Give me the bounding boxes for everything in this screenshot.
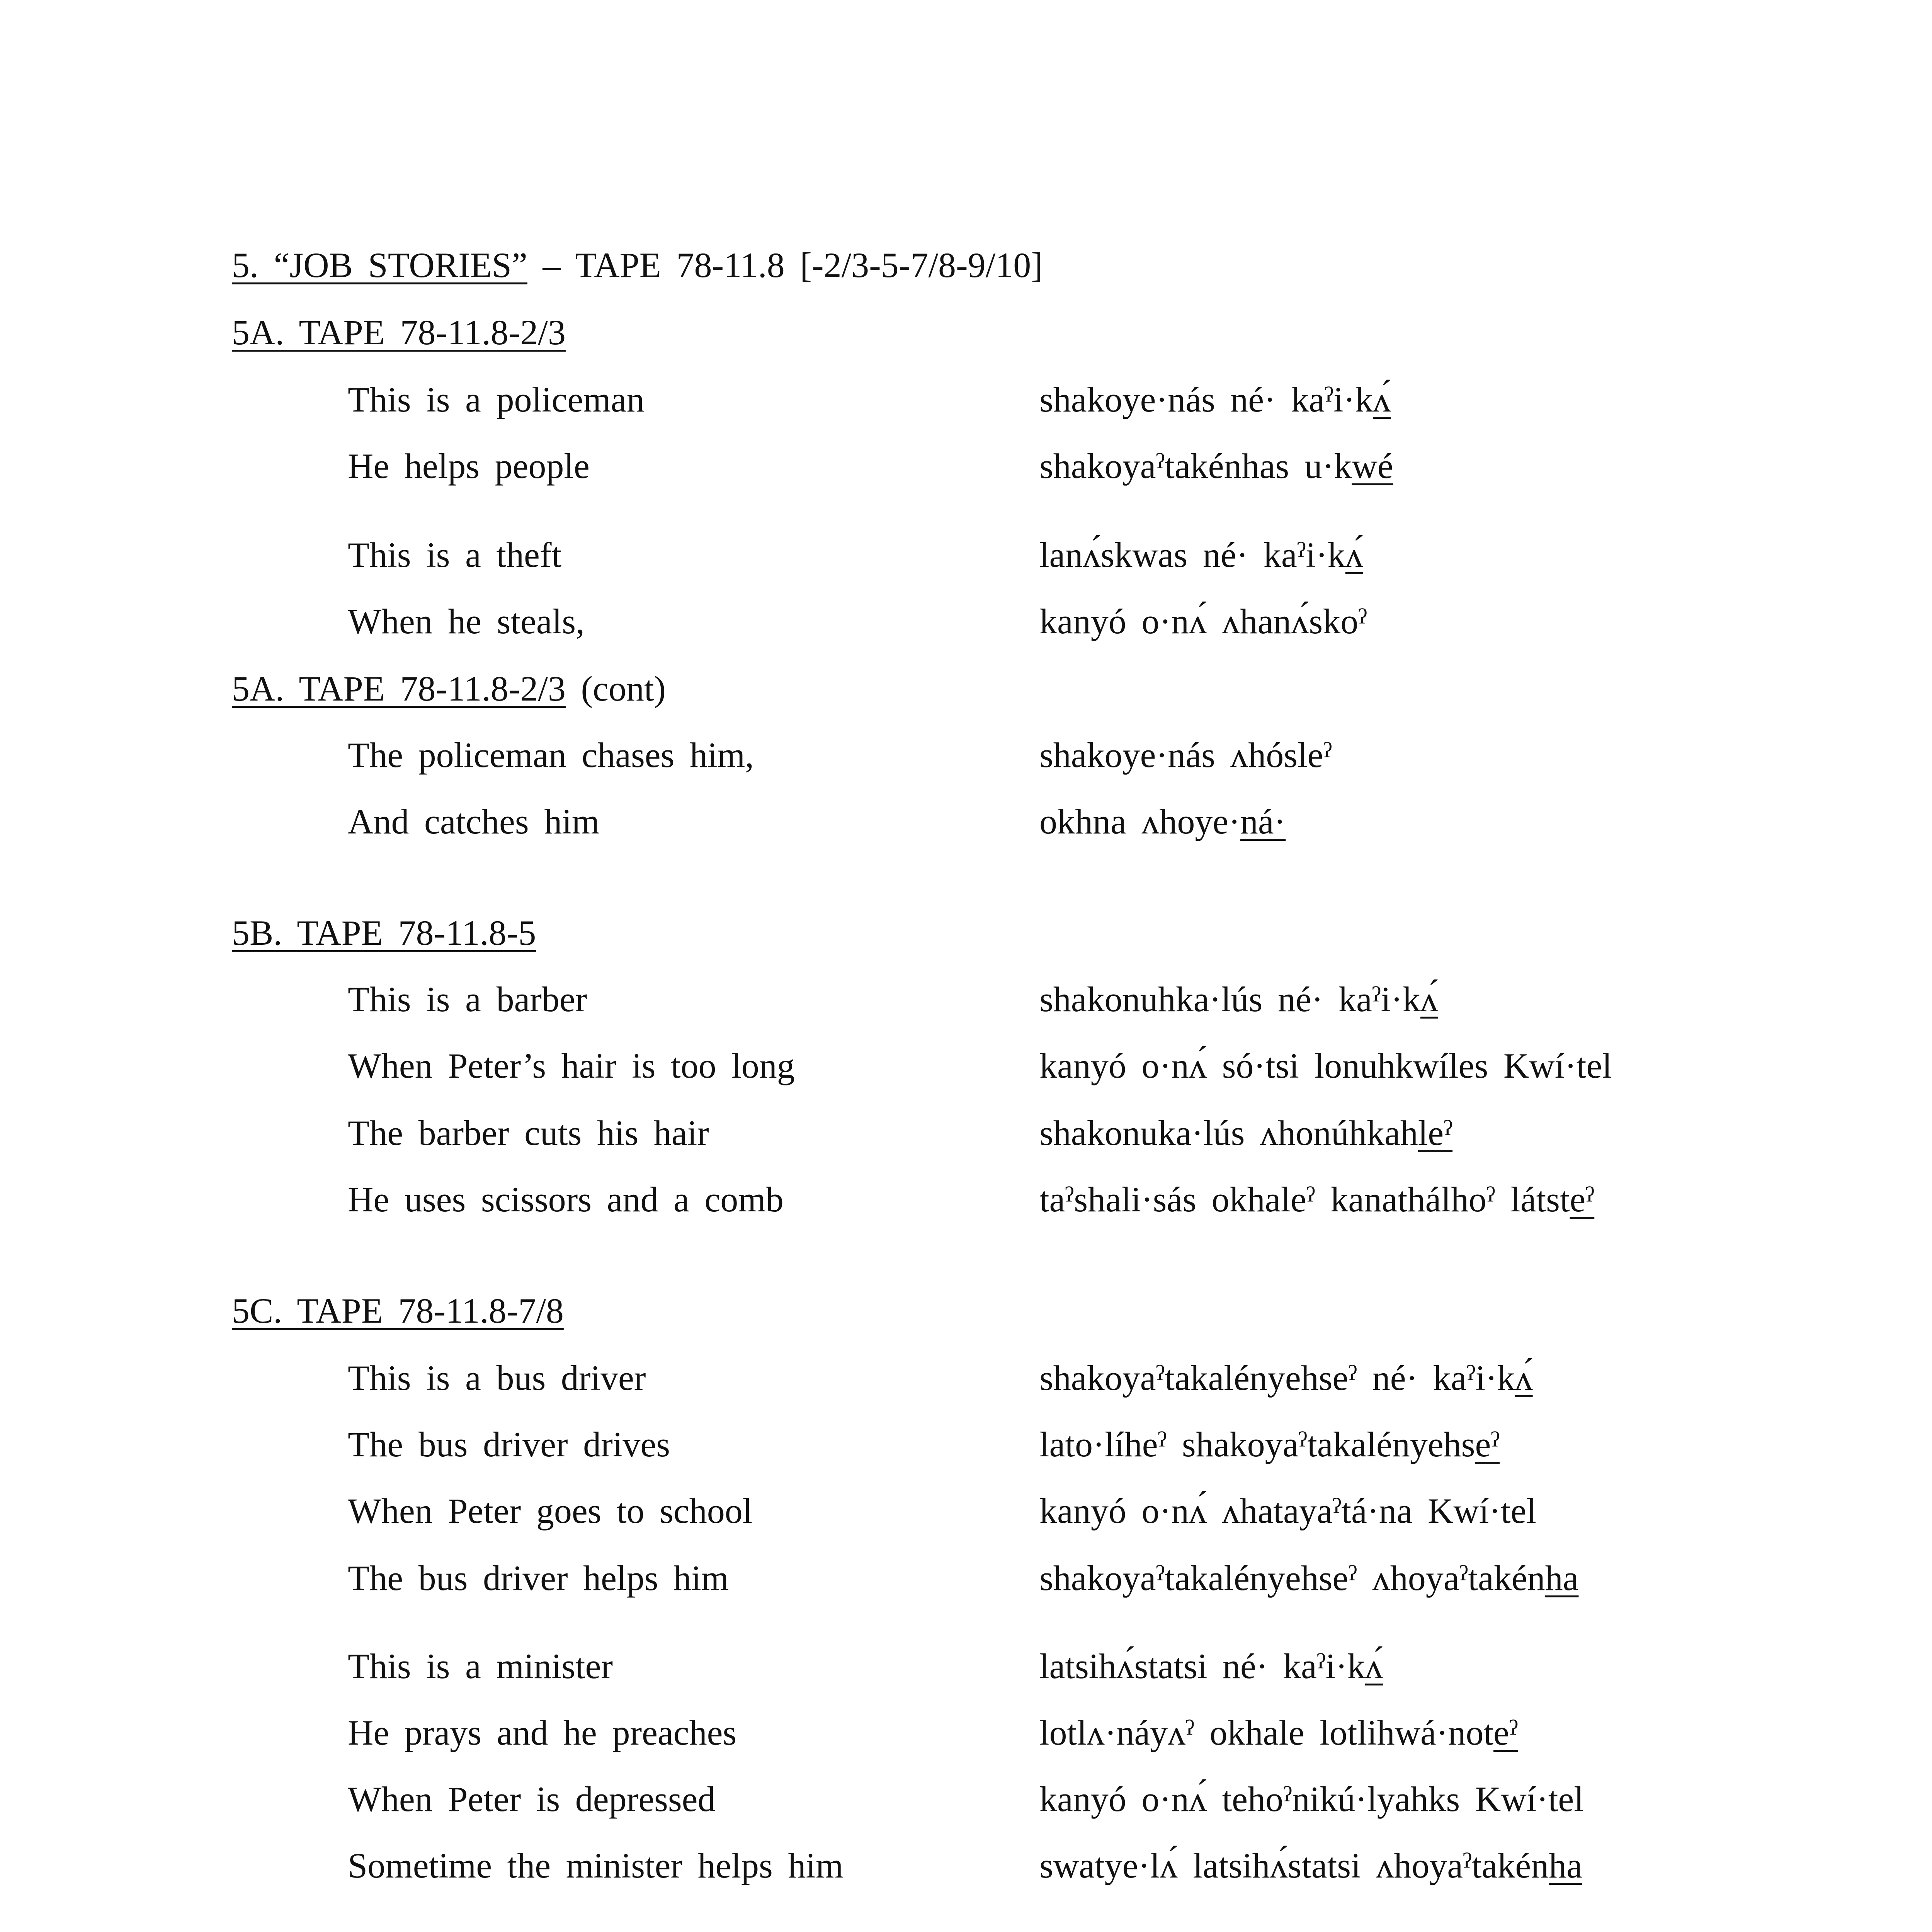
- title-rest: – TAPE 78-11.8 [-2/3-5-7/8-9/10]: [527, 245, 1043, 285]
- translation-row: [0, 588, 1932, 650]
- mohawk-text: okhna ʌhoye·ná·: [1039, 802, 1286, 841]
- mohawk-text: latsihʌ́statsi né· kaˀi·kʌ́: [1039, 1646, 1383, 1686]
- translation-row: [0, 1832, 1932, 1894]
- english-text: When Peter goes to school: [348, 1491, 753, 1531]
- mohawk-text: shakoye·nás ʌhósleˀ: [1039, 735, 1332, 775]
- english-text: The bus driver helps him: [348, 1558, 729, 1598]
- section-heading-text: 5B. TAPE 78-11.8-5: [232, 913, 536, 952]
- translation-row: [0, 1699, 1932, 1761]
- english-text: The policeman chases him,: [348, 735, 754, 775]
- english-text: This is a theft: [348, 535, 562, 575]
- translation-row: [0, 1166, 1932, 1228]
- english-text: When Peter is depressed: [348, 1779, 716, 1819]
- mohawk-text: shakoye·nás né· kaˀi·kʌ́: [1039, 380, 1391, 419]
- english-text: This is a policeman: [348, 380, 645, 419]
- mohawk-text: shakoyaˀtakénhas u·kwé: [1039, 446, 1393, 486]
- translation-row: [0, 1100, 1932, 1162]
- translation-row: [0, 1633, 1932, 1695]
- english-text: He prays and he preaches: [348, 1713, 737, 1752]
- section-heading-text: 5A. TAPE 78-11.8-2/3: [232, 669, 566, 708]
- section-heading: [0, 299, 1932, 361]
- section-heading: [0, 655, 1932, 717]
- mohawk-text: kanyó o·nʌ́ ʌhanʌ́skoˀ: [1039, 602, 1367, 641]
- english-text: The barber cuts his hair: [348, 1113, 709, 1153]
- translation-row: [0, 1411, 1932, 1473]
- translation-row: [0, 1545, 1932, 1607]
- english-text: When he steals,: [348, 602, 585, 641]
- english-text: He helps people: [348, 446, 590, 486]
- section-heading: [0, 1277, 1932, 1339]
- section-heading: [0, 900, 1932, 961]
- mohawk-text: lotlʌ·náyʌˀ okhale lotlihwá·noteˀ: [1039, 1713, 1518, 1752]
- mohawk-text: shakonuhka·lús né· kaˀi·kʌ́: [1039, 980, 1438, 1019]
- translation-row: [0, 788, 1932, 850]
- english-text: The bus driver drives: [348, 1425, 670, 1464]
- translation-row: [0, 1766, 1932, 1828]
- section-heading-text: 5A. TAPE 78-11.8-2/3: [232, 313, 566, 352]
- mohawk-text: lato·líheˀ shakoyaˀtakalényehseˀ: [1039, 1425, 1500, 1464]
- mohawk-text: lanʌ́skwas né· kaˀi·kʌ́: [1039, 535, 1363, 575]
- translation-row: [0, 1345, 1932, 1406]
- translation-row: [0, 522, 1932, 583]
- translation-row: [0, 1032, 1932, 1094]
- english-text: This is a minister: [348, 1646, 613, 1686]
- mohawk-text: kanyó o·nʌ́ tehoˀnikú·lyahks Kwí·tel: [1039, 1779, 1584, 1819]
- mohawk-text: taˀshali·sás okhaleˀ kanathálhoˀ látsteˀ: [1039, 1180, 1595, 1219]
- translation-row: [0, 966, 1932, 1028]
- mohawk-text: shakonuka·lús ʌhonúhkahleˀ: [1039, 1113, 1453, 1153]
- translation-row: [0, 433, 1932, 495]
- document-title: [0, 232, 1932, 294]
- mohawk-text: kanyó o·nʌ́ só·tsi lonuhkwíles Kwí·tel: [1039, 1046, 1612, 1085]
- english-text: Sometime the minister helps him: [348, 1846, 844, 1885]
- translation-row: [0, 722, 1932, 784]
- mohawk-text: swatye·lʌ́ latsihʌ́statsi ʌhoyaˀtakénha: [1039, 1846, 1582, 1885]
- translation-row: [0, 1478, 1932, 1539]
- english-text: And catches him: [348, 802, 600, 841]
- translation-row: [0, 366, 1932, 428]
- mohawk-text: kanyó o·nʌ́ ʌhatayaˀtá·na Kwí·tel: [1039, 1491, 1536, 1531]
- mohawk-text: shakoyaˀtakalényehseˀ né· kaˀi·kʌ́: [1039, 1358, 1533, 1398]
- english-text: When Peter’s hair is too long: [348, 1046, 795, 1085]
- mohawk-text: shakoyaˀtakalényehseˀ ʌhoyaˀtakénha: [1039, 1558, 1579, 1598]
- section-heading-suffix: (cont): [565, 669, 666, 708]
- english-text: This is a bus driver: [348, 1358, 646, 1398]
- english-text: This is a barber: [348, 980, 587, 1019]
- title-underlined: 5. “JOB STORIES”: [232, 245, 527, 285]
- section-heading-text: 5C. TAPE 78-11.8-7/8: [232, 1291, 564, 1330]
- english-text: He uses scissors and a comb: [348, 1180, 784, 1219]
